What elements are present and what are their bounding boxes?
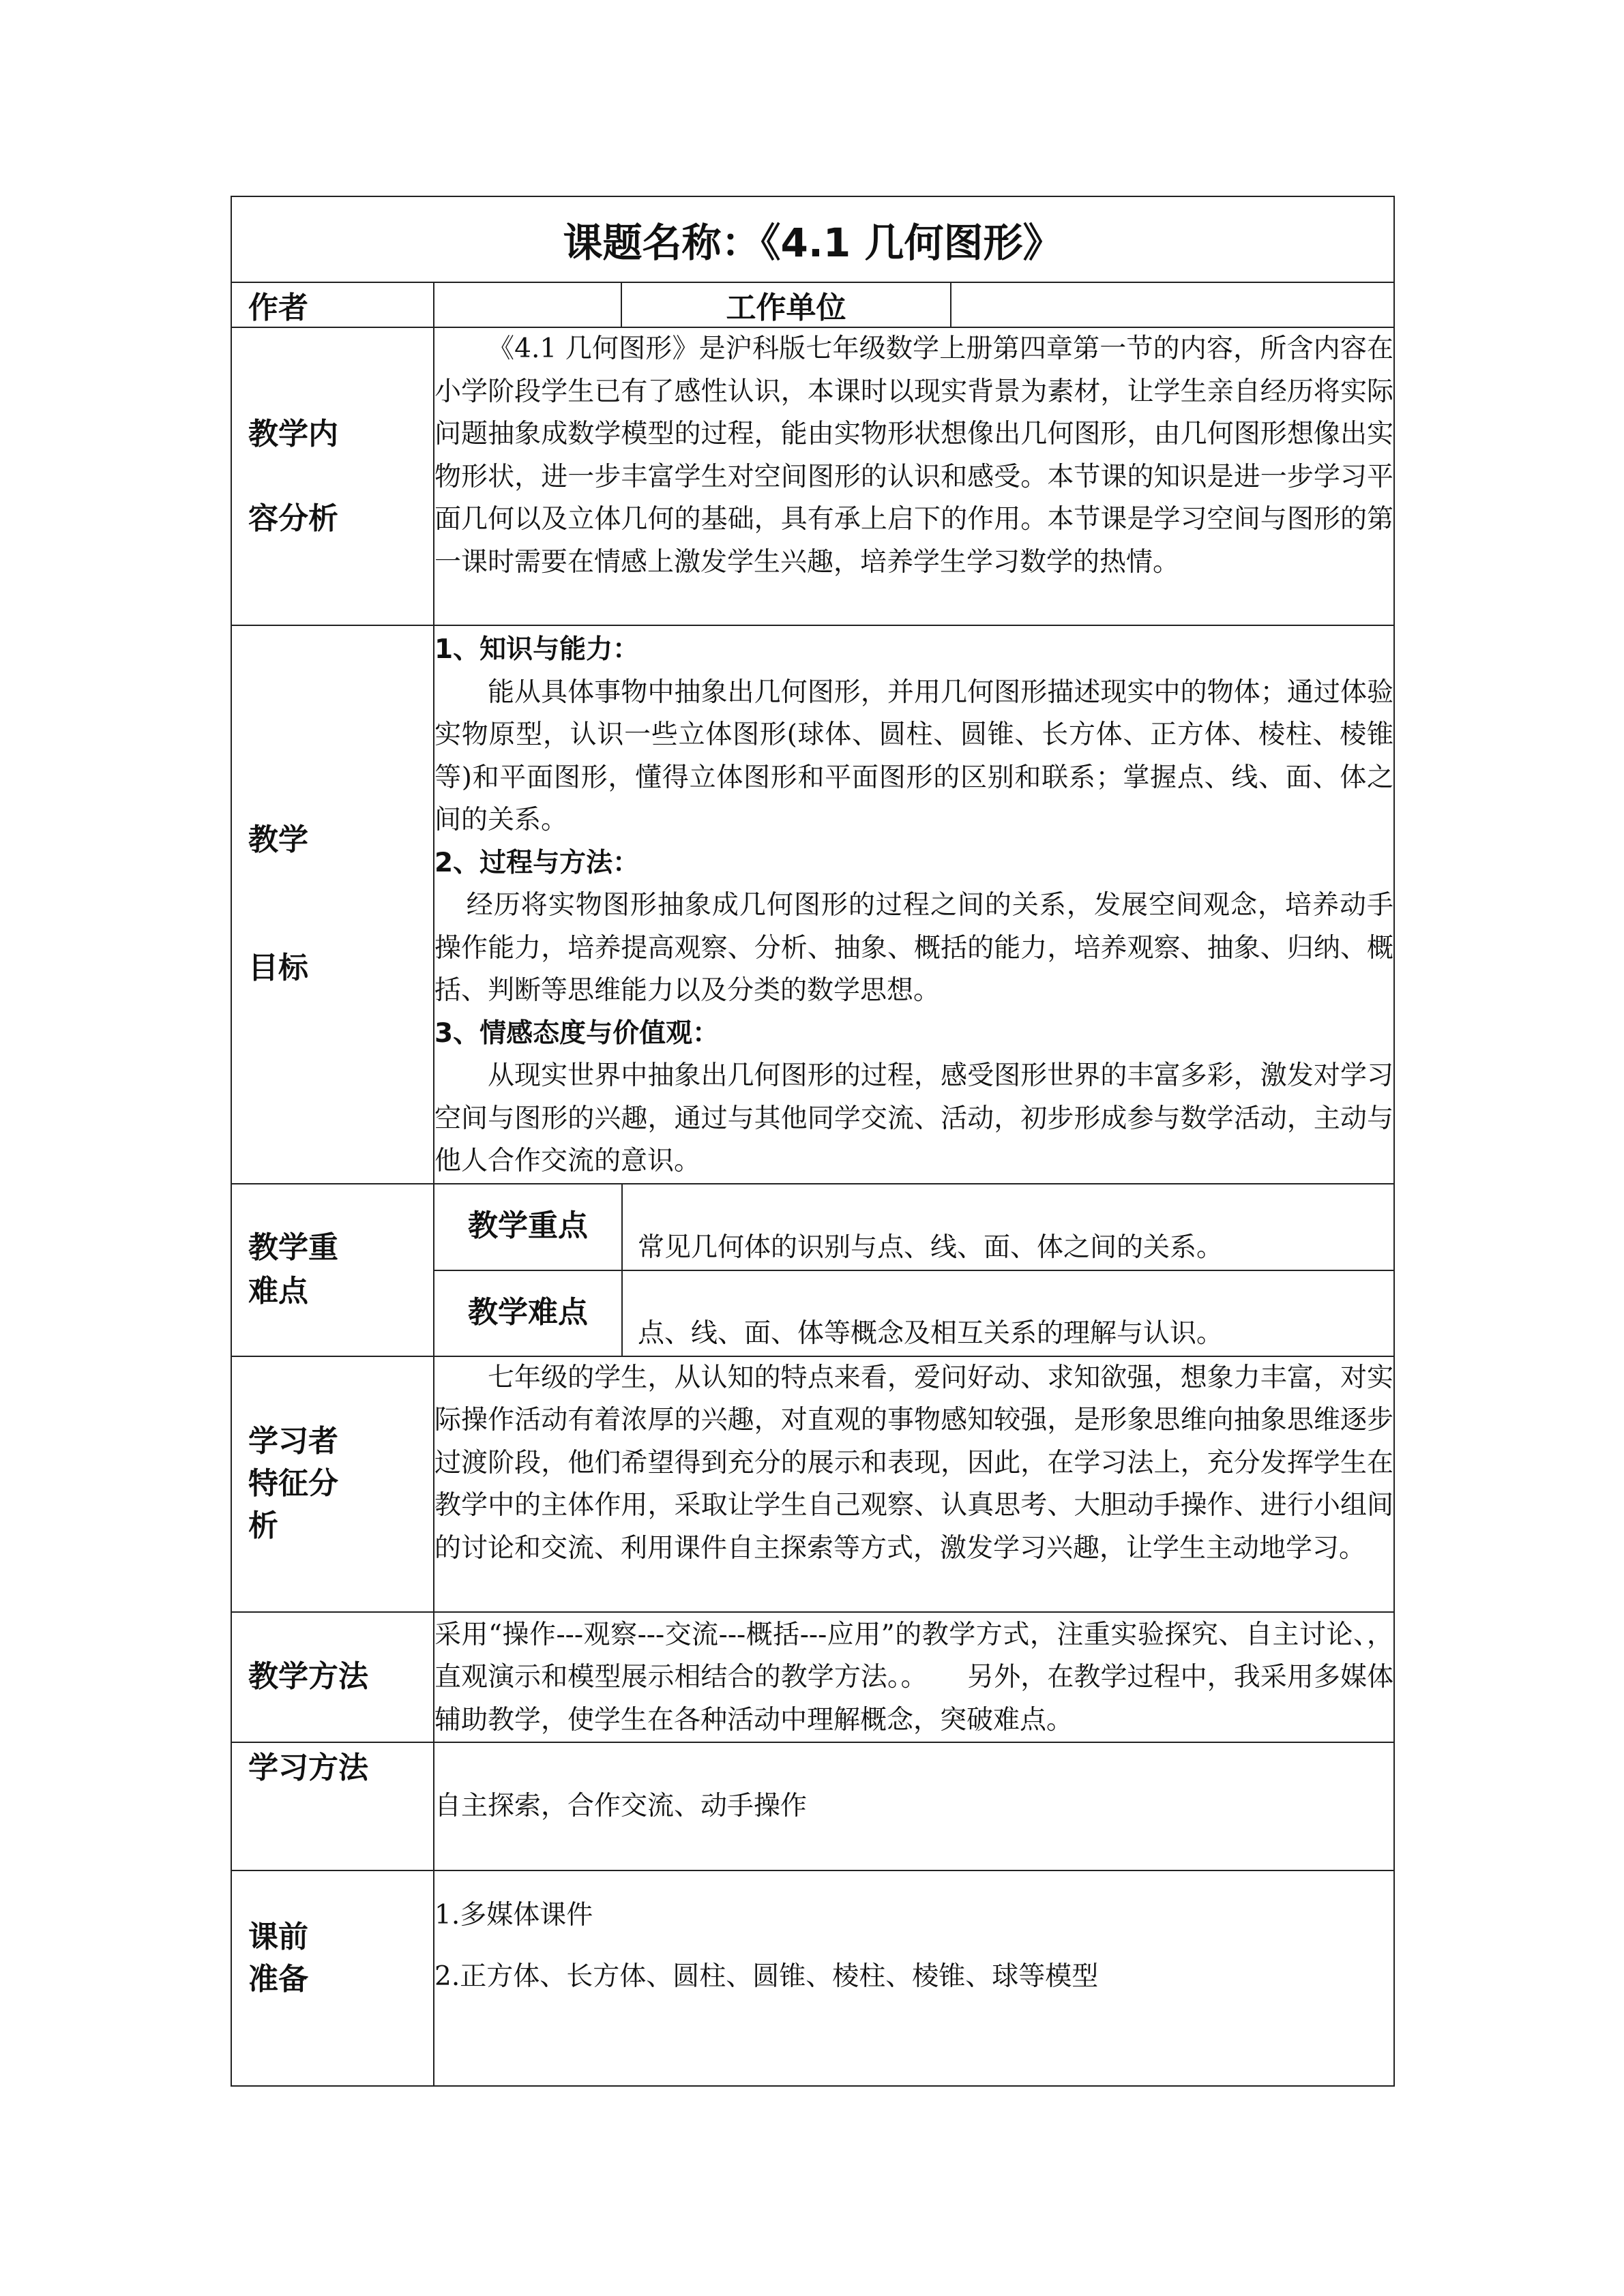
key-points-label-line2: 难点 — [248, 1274, 308, 1309]
key-points-inner-table — [434, 1184, 1393, 1356]
objective-heading-attitude: 3、情感态度与价值观： — [434, 1017, 720, 1049]
preparation-cell — [434, 1870, 1394, 2086]
preparation-label-line1: 课前 — [248, 1920, 308, 1954]
learner-analysis-text: 七年级的学生，从认知的特点来看，爱问好动、求知欲强，想象力丰富，对实际操作活动有着浓厚的兴趣，对直观的事物感知较强，是形象思维向抽象思维逐步过渡阶段，他们希望得到充分的展示和表现，因此，在学习法上，充分发挥学生在教学中的主体作用，采取让学生自己观察、认真思考、大胆动手操作、进行小组间的讨论和交流、利用课件自主探索等方式，激发学习兴趣，让学生主动地学习。 — [434, 1362, 1394, 1564]
content-analysis-cell — [434, 327, 1394, 625]
unit-value — [951, 282, 1394, 327]
key-points-label-line1: 教学重 — [248, 1230, 338, 1265]
learning-method-row — [231, 1742, 1394, 1870]
learning-method-label: 学习方法 — [231, 1742, 434, 1870]
lesson-plan-table — [231, 196, 1395, 2087]
learner-analysis-label — [231, 1356, 434, 1612]
difficulty-text: 点、线、面、体等概念及相互关系的理解与认识。 — [622, 1270, 1393, 1356]
content-analysis-row — [231, 327, 1394, 625]
title-row — [231, 196, 1394, 282]
difficulty-label: 教学难点 — [434, 1270, 622, 1356]
objective-heading-knowledge: 1、知识与能力： — [434, 634, 640, 665]
content-analysis-text: 《4.1 几何图形》是沪科版七年级数学上册第四章第一节的内容，所含内容在小学阶段学生已有了感性认识，本课时以现实背景为素材，让学生亲自经历将实际问题抽象成数学模型的过程，能由实物形状想像出几何图形，由几何图形想像出实物形状，进一步丰富学生对空间图形的认识和感受。本节课的知识是进一步学习平面几何以及立体几何的基础，具有承上启下的作用。本节课是学习空间与图形的第一课时需要在情感上激发学生兴趣，培养学生学习数学的热情。 — [434, 333, 1394, 578]
preparation-item: 2.正方体、长方体、圆柱、圆锥、棱柱、棱锥、球等模型 — [434, 1961, 1099, 1992]
key-points-label — [231, 1184, 434, 1356]
preparation-label — [231, 1870, 434, 2086]
content-analysis-label-line2: 容分析 — [248, 501, 338, 536]
learner-analysis-label-line2: 特征分 — [248, 1466, 338, 1501]
objectives-cell — [434, 625, 1394, 1184]
content-analysis-label-line1: 教学内 — [248, 416, 338, 451]
teaching-method-text: 采用“操作---观察---交流---概括---应用”的教学方式，注重实验探究、自主讨论、，直观演示和模型展示相结合的教学方法。。 另外，在教学过程中，我采用多媒体辅助教学，使学生在各种活动中理解概念，突破难点。 — [434, 1619, 1394, 1735]
author-value — [434, 282, 621, 327]
teaching-method-label: 教学方法 — [231, 1612, 434, 1743]
learner-analysis-label-line1: 学习者 — [248, 1424, 338, 1459]
unit-label: 工作单位 — [621, 282, 951, 327]
objectives-row — [231, 625, 1394, 1184]
learner-analysis-label-line3: 析 — [248, 1508, 278, 1543]
teaching-method-cell — [434, 1612, 1394, 1743]
content-analysis-label — [231, 327, 434, 625]
page-title: 课题名称：《4.1 几何图形》 — [231, 196, 1394, 282]
author-row — [231, 282, 1394, 327]
objectives-label — [231, 625, 434, 1184]
objectives-label-line2: 目标 — [248, 951, 308, 986]
learning-method-text: 自主探索，合作交流、动手操作 — [434, 1790, 808, 1821]
objective-text-knowledge: 能从具体事物中抽象出几何图形，并用几何图形描述现实中的物体；通过体验实物原型，认识一些立体图形(球体、圆柱、圆锥、长方体、正方体、棱柱、棱锥等)和平面图形，懂得立体图形和平面图形的区别和联系；掌握点、线、面、体之间的关系。 — [434, 676, 1394, 835]
preparation-label-line2: 准备 — [248, 1962, 308, 1997]
preparation-row — [231, 1870, 1394, 2086]
key-points-cell — [434, 1184, 1394, 1356]
preparation-item: 1.多媒体课件 — [434, 1900, 593, 1930]
learning-method-cell — [434, 1742, 1394, 1870]
difficulty-row — [434, 1270, 1393, 1356]
focus-row — [434, 1184, 1393, 1270]
learner-analysis-cell — [434, 1356, 1394, 1612]
focus-text: 常见几何体的识别与点、线、面、体之间的关系。 — [622, 1184, 1393, 1270]
learner-analysis-row — [231, 1356, 1394, 1612]
key-points-row — [231, 1184, 1394, 1356]
focus-label: 教学重点 — [434, 1184, 622, 1270]
objective-text-process: 经历将实物图形抽象成几何图形的过程之间的关系，发展空间观念，培养动手操作能力，培养提高观察、分析、抽象、概括的能力，培养观察、抽象、归纳、概括、判断等思维能力以及分类的数学思想。 — [434, 890, 1394, 1006]
author-label: 作者 — [231, 282, 434, 327]
teaching-method-row — [231, 1612, 1394, 1743]
objective-text-attitude: 从现实世界中抽象出几何图形的过程，感受图形世界的丰富多彩，激发对学习空间与图形的兴趣，通过与其他同学交流、活动，初步形成参与数学活动，主动与他人合作交流的意识。 — [434, 1060, 1394, 1176]
objective-heading-process: 2、过程与方法： — [434, 847, 640, 878]
objectives-label-line1: 教学 — [248, 822, 308, 858]
